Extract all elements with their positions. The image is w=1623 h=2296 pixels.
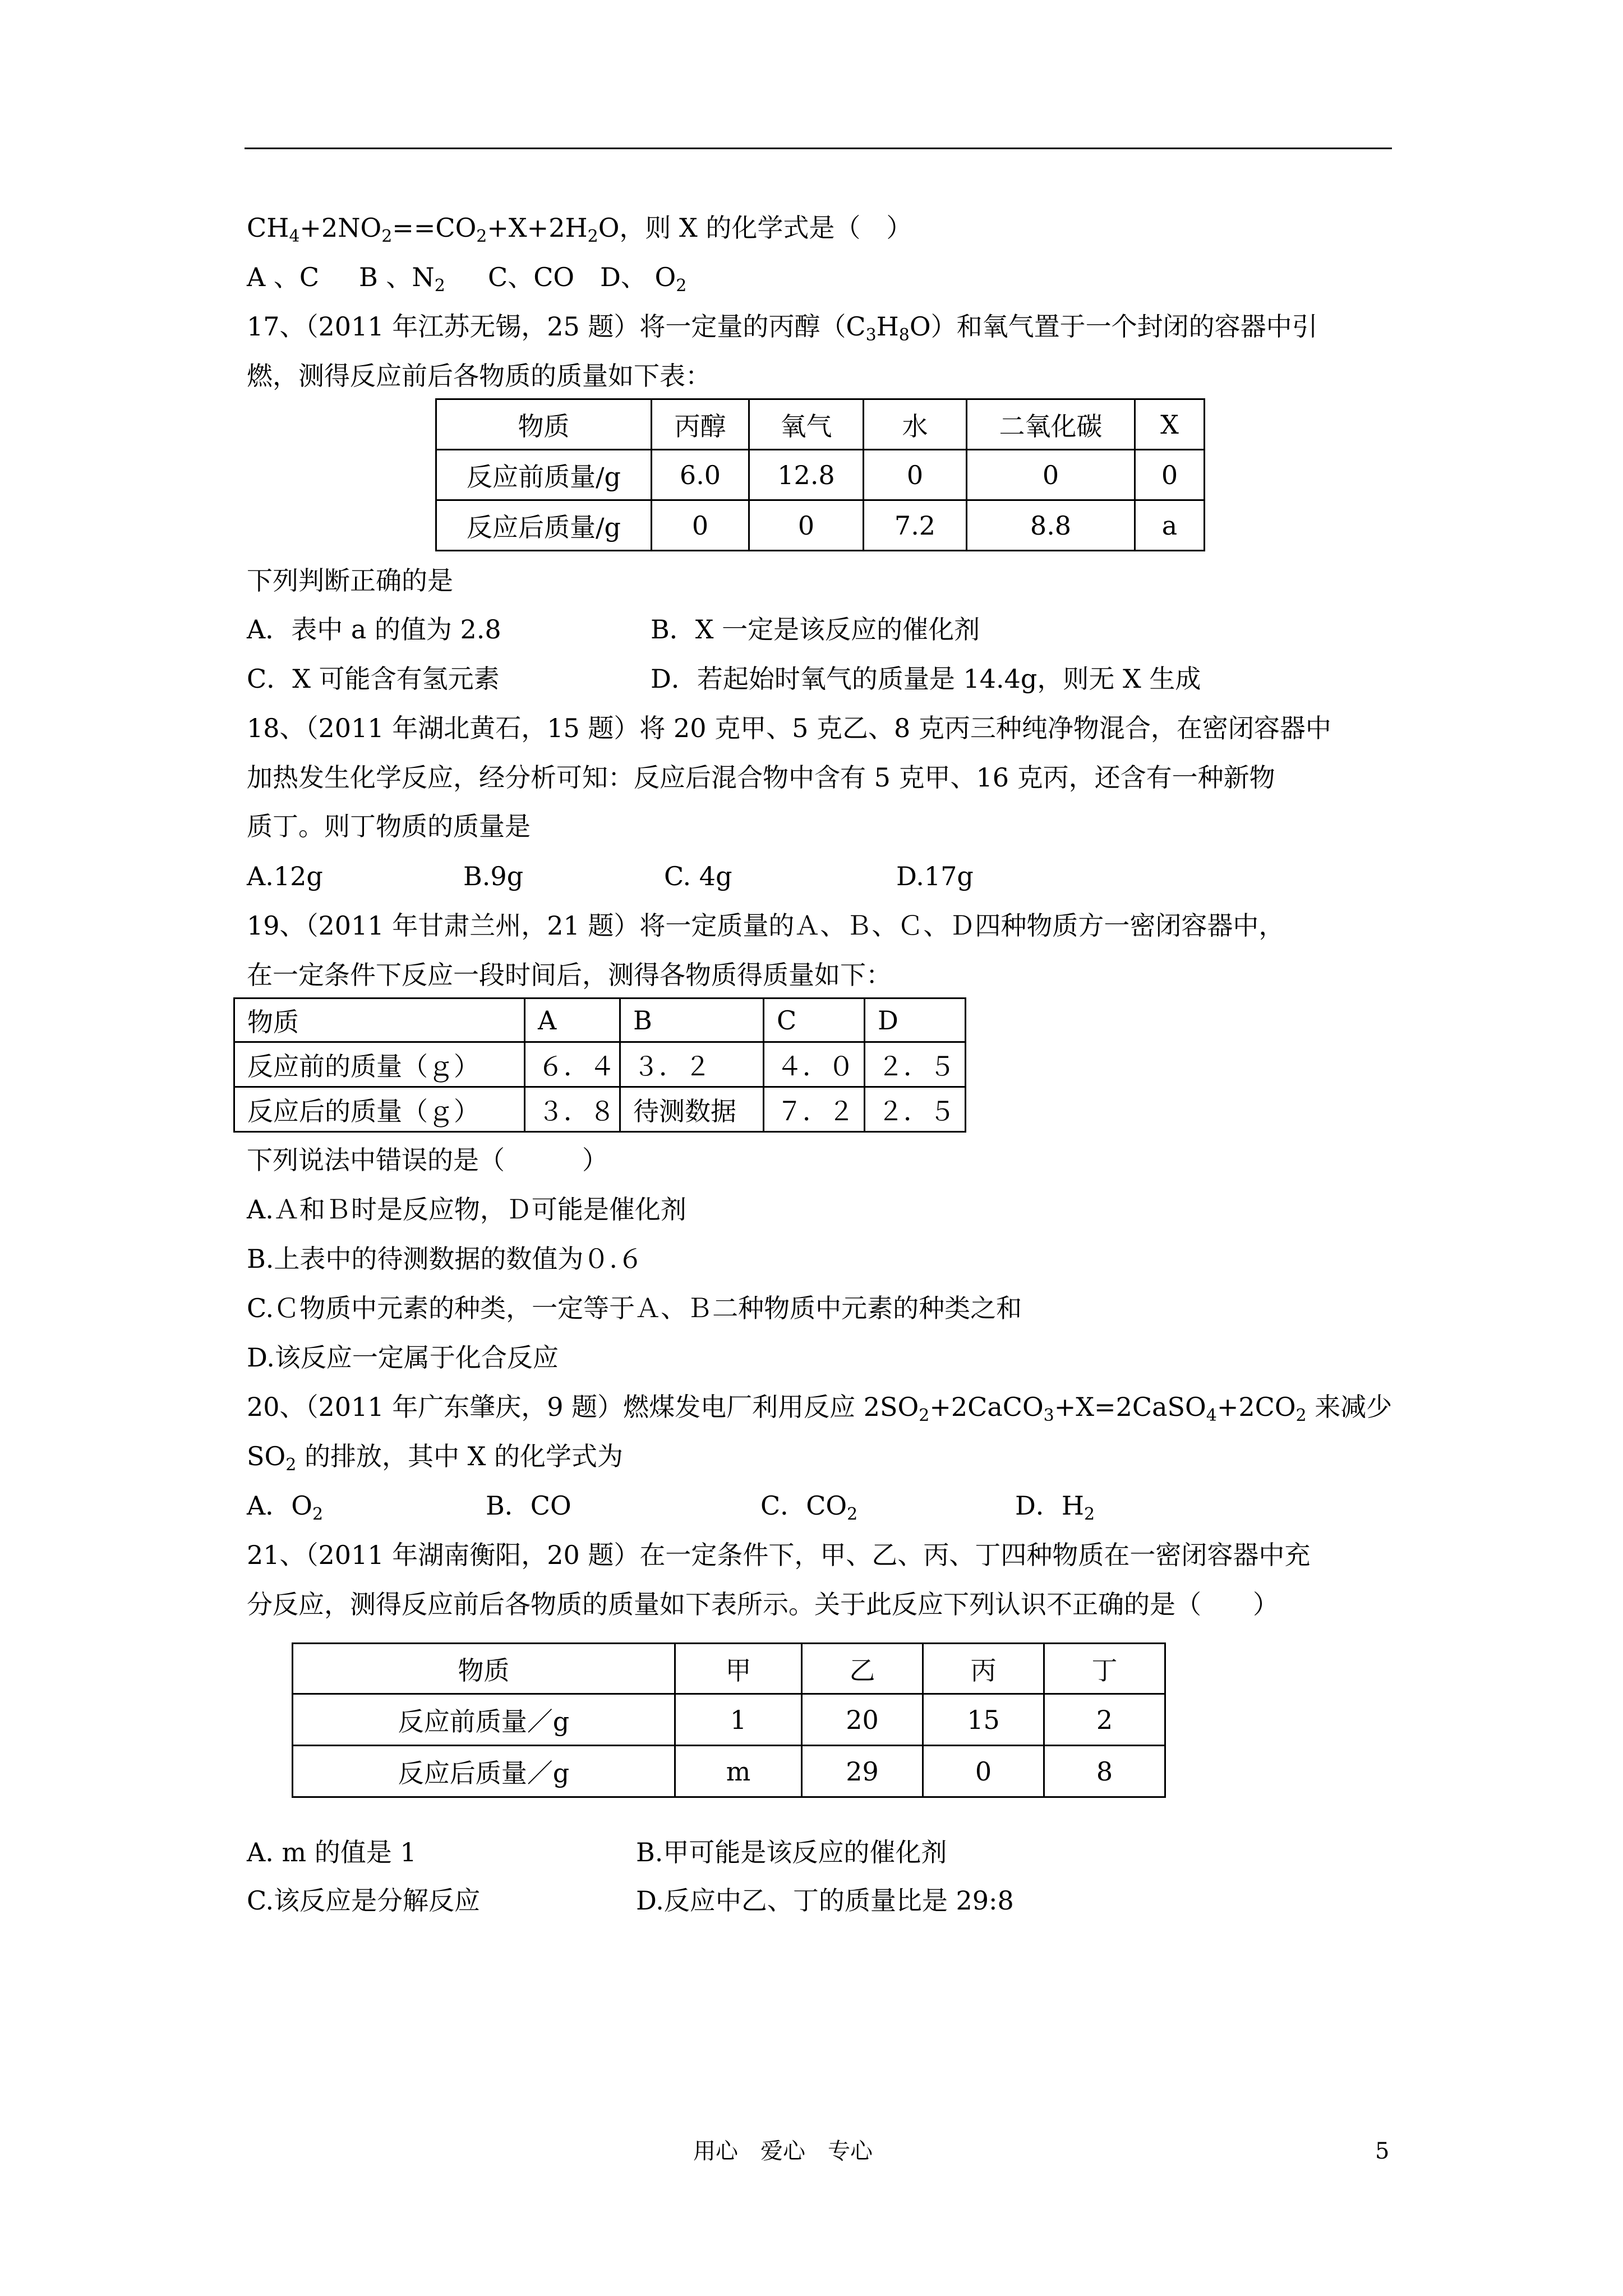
q18-option-d: D.17g xyxy=(896,861,974,891)
table-cell: 0 xyxy=(967,450,1135,500)
q18-stem-line3: 质丁。则丁物质的质量是 xyxy=(247,811,531,841)
table-cell: 0 xyxy=(652,500,749,551)
table-header-row xyxy=(436,399,1205,450)
q21-option-b: B.甲可能是该反应的催化剂 xyxy=(636,1837,947,1867)
table-cell: 0 xyxy=(749,500,864,551)
table-cell: ６．４ xyxy=(525,1042,620,1087)
q20-option-b: B．CO xyxy=(486,1490,571,1521)
table-cell: ２．５ xyxy=(865,1087,966,1132)
table-header-cell: B xyxy=(620,999,764,1042)
q18-option-b: B.9g xyxy=(463,861,524,891)
table-header-cell: 物质 xyxy=(293,1644,675,1694)
q19-stem-line1: 19、（2011 年甘肃兰州，21 题）将一定质量的Ａ、Ｂ、Ｃ、Ｄ四种物质方一密闭容器中， xyxy=(247,910,1285,941)
q16-option-d: D、 $O_2$ xyxy=(600,262,687,296)
table-cell: 20 xyxy=(802,1694,923,1746)
page-number: 5 xyxy=(1375,2138,1390,2164)
table-header-cell: 二氧化碳 xyxy=(967,399,1135,450)
q21-option-a: A. m 的值是 1 xyxy=(247,1837,417,1867)
q16-equation-line: $CH_4+2NO_2==CO_2+X+2H_2O$，则 X 的化学式是（ ） xyxy=(247,213,912,246)
table-cell: ２．５ xyxy=(865,1042,966,1087)
table-cell: 反应后质量/g xyxy=(436,500,652,551)
table-header-cell: A xyxy=(525,999,620,1042)
q21-data-table xyxy=(292,1642,1166,1798)
q19-stem-line2: 在一定条件下反应一段时间后，测得各物质得质量如下： xyxy=(247,960,892,990)
table-row xyxy=(293,1694,1165,1746)
table-row xyxy=(436,500,1205,551)
q18-stem-line2: 加热发生化学反应，经分析可知：反应后混合物中含有 5 克甲、16 克丙，还含有一种新物 xyxy=(247,762,1275,793)
q20-option-c: C．$CO_2$ xyxy=(760,1490,858,1524)
table-cell: m xyxy=(675,1746,802,1797)
header-rule xyxy=(245,148,1392,149)
table-row xyxy=(436,450,1205,500)
table-header-cell: 物质 xyxy=(234,999,525,1042)
q20-stem-line2: $SO_2$ 的排放，其中 X 的化学式为 xyxy=(247,1441,623,1475)
table-header-cell: 丙 xyxy=(923,1644,1044,1694)
table-cell: ３．２ xyxy=(620,1042,764,1087)
table-header-cell: 氧气 xyxy=(749,399,864,450)
table-cell: 反应前质量／g xyxy=(293,1694,675,1746)
q19-data-table xyxy=(233,997,966,1133)
table-row xyxy=(293,1746,1165,1797)
q20-option-d: D．$H_2$ xyxy=(1015,1490,1095,1524)
q16-option-a: A 、C xyxy=(247,262,320,292)
table-cell: 待测数据 xyxy=(620,1087,764,1132)
q21-stem-line2: 分反应，测得反应前后各物质的质量如下表所示。关于此反应下列认识不正确的是（ ） xyxy=(247,1589,1279,1619)
q19-prompt: 下列说法中错误的是（ ） xyxy=(247,1145,608,1175)
table-header-cell: 丙醇 xyxy=(652,399,749,450)
table-cell: 反应前的质量（ｇ） xyxy=(234,1042,525,1087)
table-cell: 12.8 xyxy=(749,450,864,500)
table-cell: 0 xyxy=(923,1746,1044,1797)
table-cell: 8 xyxy=(1044,1746,1165,1797)
q21-option-d: D.反应中乙、丁的质量比是 29:8 xyxy=(636,1885,1014,1916)
table-cell: ７．２ xyxy=(764,1087,865,1132)
q17-prompt: 下列判断正确的是 xyxy=(247,565,453,596)
q16-option-b: B 、$N_2$ xyxy=(359,262,445,296)
q21-option-c: C.该反应是分解反应 xyxy=(247,1885,481,1916)
q16-option-c: C、CO xyxy=(488,262,575,292)
table-cell: 反应后质量／g xyxy=(293,1746,675,1797)
table-cell: 29 xyxy=(802,1746,923,1797)
table-row xyxy=(234,1042,966,1087)
q19-option-b: B.上表中的待测数据的数值为０.６ xyxy=(247,1244,644,1274)
q17-option-c: C．X 可能含有氢元素 xyxy=(247,664,500,694)
q20-stem-line1: 20、（2011 年广东肇庆，9 题）燃煤发电厂利用反应 $2SO_2+2CaCO_3+X=2CaSO_4+2CO_2$ 来减少 xyxy=(247,1392,1393,1425)
table-header-cell: 乙 xyxy=(802,1644,923,1694)
q19-option-d: D.该反应一定属于化合反应 xyxy=(247,1342,559,1373)
q17-option-d: D．若起始时氧气的质量是 14.4g，则无 X 生成 xyxy=(651,664,1201,694)
table-header-row xyxy=(293,1644,1165,1694)
table-cell: 7.2 xyxy=(864,500,967,551)
table-cell: 1 xyxy=(675,1694,802,1746)
q17-stem-line2: 燃，测得反应前后各物质的质量如下表： xyxy=(247,361,711,391)
table-cell: 反应前质量/g xyxy=(436,450,652,500)
table-header-cell: 甲 xyxy=(675,1644,802,1694)
footer-slogan: 用心 爱心 专心 xyxy=(693,2138,873,2164)
q21-stem-line1: 21、（2011 年湖南衡阳，20 题）在一定条件下，甲、乙、丙、丁四种物质在一密闭容器中充 xyxy=(247,1540,1311,1570)
q17-option-a: A．表中 a 的值为 2.8 xyxy=(247,614,501,645)
table-cell: 15 xyxy=(923,1694,1044,1746)
q20-option-a: A．$O_2$ xyxy=(247,1490,324,1524)
q18-option-a: A.12g xyxy=(247,861,323,891)
table-cell: 6.0 xyxy=(652,450,749,500)
table-cell: 2 xyxy=(1044,1694,1165,1746)
q17-stem-line1: 17、（2011 年江苏无锡，25 题）将一定量的丙醇$(C_3H_8O)$和氧气置于一个封闭的容器中引 xyxy=(247,311,1318,345)
table-cell: 反应后的质量（ｇ） xyxy=(234,1087,525,1132)
table-header-cell: C xyxy=(764,999,865,1042)
table-header-cell: X xyxy=(1135,399,1205,450)
table-row xyxy=(234,1087,966,1132)
table-header-cell: D xyxy=(865,999,966,1042)
q19-option-c: C.Ｃ物质中元素的种类，一定等于Ａ、Ｂ二种物质中元素的种类之和 xyxy=(247,1293,1022,1323)
table-cell: 8.8 xyxy=(967,500,1135,551)
table-cell: 0 xyxy=(864,450,967,500)
table-header-cell: 物质 xyxy=(436,399,652,450)
table-header-row xyxy=(234,999,966,1042)
table-cell: 0 xyxy=(1135,450,1205,500)
table-header-cell: 水 xyxy=(864,399,967,450)
table-cell: a xyxy=(1135,500,1205,551)
table-cell: ４．０ xyxy=(764,1042,865,1087)
q18-stem-line1: 18、（2011 年湖北黄石，15 题）将 20 克甲、5 克乙、8 克丙三种纯净物混合，在密闭容器中 xyxy=(247,713,1331,743)
q19-option-a: A.Ａ和Ｂ时是反应物，Ｄ可能是催化剂 xyxy=(247,1194,686,1225)
q17-option-b: B．X 一定是该反应的催化剂 xyxy=(651,614,980,645)
table-cell: ３．８ xyxy=(525,1087,620,1132)
q17-data-table xyxy=(435,398,1205,551)
q18-option-c: C. 4g xyxy=(664,861,732,891)
table-header-cell: 丁 xyxy=(1044,1644,1165,1694)
